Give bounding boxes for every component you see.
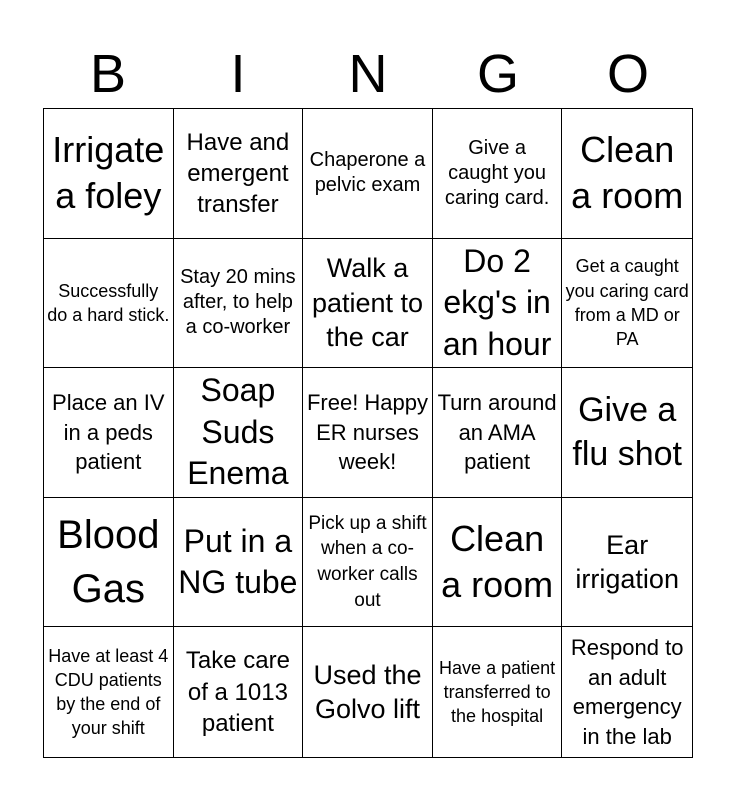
bingo-cell[interactable] [44, 109, 174, 239]
cell-text: Do 2 ekg's in an hour [442, 242, 552, 362]
bingo-cell[interactable] [303, 498, 433, 628]
header-letter-n: N [348, 44, 388, 104]
cell-text: Take care of a 1013 patient [185, 647, 290, 737]
cell-text: Get a caught you caring card from a MD or PA [565, 256, 689, 350]
cell-text: Have at least 4 CDU patients by the end of your shift [48, 645, 169, 739]
header-letter-g: G [476, 44, 519, 104]
bingo-cell[interactable] [303, 239, 433, 369]
bingo-cell[interactable] [433, 498, 563, 628]
cell-text: Respond to an adult emergency in the lab [570, 634, 684, 749]
cell-text: Place an IV in a peds patient [52, 389, 165, 475]
bingo-cell[interactable] [433, 109, 563, 239]
cell-text: Turn around an AMA patient [437, 389, 557, 475]
cell-text: Irrigate a foley [52, 129, 165, 217]
cell-text: Give a flu shot [572, 391, 682, 474]
cell-text: Put in a NG tube [178, 522, 298, 601]
header-letter-b: B [89, 44, 127, 104]
cell-text: Used the Golvo lift [313, 659, 422, 725]
bingo-cell[interactable] [174, 627, 304, 757]
cell-text: Walk a patient to the car [311, 253, 424, 353]
bingo-cell[interactable] [174, 498, 304, 628]
bingo-cell[interactable] [174, 239, 304, 369]
cell-text: Have and emergent transfer [186, 128, 290, 218]
cell-text: Soap Suds Enema [187, 372, 289, 492]
bingo-cell[interactable] [562, 498, 692, 628]
bingo-cell[interactable] [44, 498, 174, 628]
cell-text: Chaperone a pelvic exam [309, 149, 426, 197]
bingo-cell[interactable] [562, 627, 692, 757]
bingo-board [43, 108, 693, 758]
cell-text: Successfully do a hard stick. [47, 280, 170, 325]
bingo-cell[interactable] [433, 368, 563, 498]
cell-text: Ear irrigation [575, 529, 679, 595]
bingo-cell[interactable] [303, 627, 433, 757]
cell-text: Give a caught you caring card. [444, 136, 550, 209]
bingo-cell[interactable] [433, 239, 563, 369]
cell-text: Have a patient transferred to the hospital [439, 657, 556, 727]
bingo-cell[interactable] [562, 239, 692, 369]
header-letter-o: O [606, 44, 649, 104]
bingo-cell[interactable] [562, 368, 692, 498]
cell-text: Pick up a shift when a co-worker calls out [308, 512, 427, 611]
bingo-cell[interactable] [44, 627, 174, 757]
bingo-cell[interactable] [433, 627, 563, 757]
header-letter-i: I [230, 44, 246, 104]
bingo-cell[interactable] [44, 368, 174, 498]
bingo-cell[interactable] [44, 239, 174, 369]
bingo-cell[interactable] [174, 368, 304, 498]
cell-text: Stay 20 mins after, to help a co-worker [180, 266, 296, 339]
bingo-cell[interactable] [174, 109, 304, 239]
bingo-cell[interactable] [303, 109, 433, 239]
cell-text: Clean a room [571, 129, 684, 217]
cell-text: Clean a room [441, 518, 554, 606]
cell-text: Blood Gas [57, 513, 160, 612]
cell-text: Free! Happy ER nurses week! [306, 389, 429, 475]
bingo-header [43, 44, 693, 104]
bingo-cell[interactable] [562, 109, 692, 239]
bingo-cell[interactable] [303, 368, 433, 498]
